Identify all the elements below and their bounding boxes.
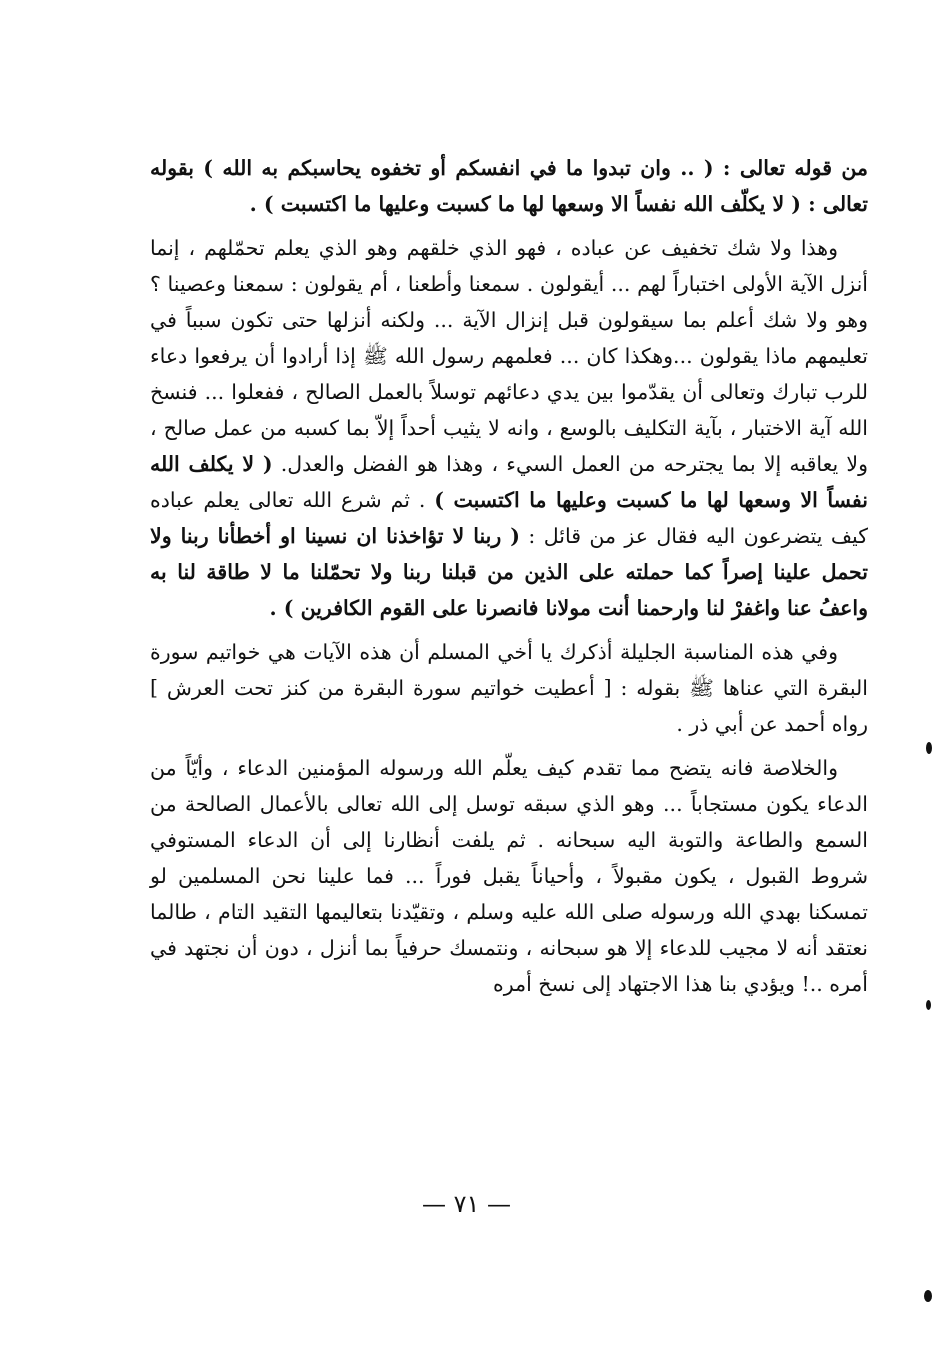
verse-reference: من قوله تعالى : ( .. وان تبدوا ما في انفسكم أو تخفوه يحاسبكم به الله ) بقوله تعالى : bbox=[150, 156, 868, 216]
scan-speck bbox=[926, 742, 932, 754]
page-body bbox=[150, 150, 868, 1010]
scan-speck bbox=[924, 1290, 932, 1302]
quran-verse: ( لا يكلف الله نفساً الا وسعها لها ما كسبت وعليها ما اكتسبت ) bbox=[150, 452, 868, 512]
paragraph-4 bbox=[150, 750, 868, 1002]
page-number: — ٧١ — bbox=[421, 1190, 512, 1218]
quran-verse: ( ربنا لا تؤاخذنا ان نسينا او أخطأنا ربنا ولا تحمل علينا إصراً كما حملته على الذين من قبلنا ربنا ولا تحمّلنا ما لا طاقة لنا به واعفُ عنا واغفرْ لنا وارحمنا أنت مولانا فانصرنا على القوم الكافرين ) . bbox=[150, 524, 868, 620]
paragraph-text: وهذا ولا شك تخفيف عن عباده ، فهو الذي خلقهم وهو الذي يعلم تحمّلهم ، إنما أنزل الآية الأولى اختباراً لهم ... أيقولون . سمعنا وأطعنا ، أم يقولون : سمعنا وعصينا ؟ وهو ولا شك أعلم بما سيقولون قبل إنزال الآية ... ولكنه أنزلها حتى تكون سبباً في تعليمهم ماذا يقولون ...وهكذا كان ... فعلمهم رسول الله ﷺ إذا أرادوا أن يرفعوا دعاء للرب تبارك وتعالى أن يقدّموا بين يدي دعائهم توسلاً بالعمل الصالح ، ففعلوا ... فنسخ الله آية الاختبار ، بآية التكليف بالوسع ، وانه لا يثيب أحداً إلاّ بما كسبه من عمل صالح ، ولا يعاقبه إلا بما يجترحه من العمل السيء ، وهذا هو الفضل والعدل. bbox=[150, 236, 868, 476]
paragraph-3 bbox=[150, 634, 868, 742]
paragraph-text: والخلاصة فانه يتضح مما تقدم كيف يعلّم الله ورسوله المؤمنين الدعاء ، وأيّاً من الدعاء يكون مستجاباً ... وهو الذي سبقه توسل إلى الله تعالى بالأعمال الصالحة من السمع والطاعة والتوبة اليه سبحانه . ثم يلفت أنظارنا إلى أن الدعاء المستوفي شروط القبول ، يكون مقبولاً ، وأحياناً يقبل فوراً ... فما علينا نحن المسلمين لو تمسكنا بهدي الله ورسوله صلى الله عليه وسلم ، وتقيّدنا بتعاليمها التقيد التام ، طالما نعتقد أنه لا مجيب للدعاء إلا هو سبحانه ، ونتمسك حرفياً بما أنزل ، دون أن نجتهد في أمره ..! ويؤدي بنا هذا الاجتهاد إلى نسخ أمره bbox=[150, 756, 868, 996]
paragraph-text: . ثم شرع الله تعالى يعلم عباده كيف يتضرعون اليه فقال عز من قائل : bbox=[150, 488, 868, 548]
paragraph-2 bbox=[150, 230, 868, 626]
paragraph-text: وفي هذه المناسبة الجليلة أذكرك يا أخي المسلم أن هذه الآيات هي خواتيم سورة البقرة التي عناها ﷺ بقوله : [ أعطيت خواتيم سورة البقرة من كنز تحت العرش ] رواه أحمد عن أبي ذر . bbox=[150, 640, 868, 736]
scan-speck bbox=[926, 1000, 931, 1010]
quran-verse: ( لا يكلّف الله نفساً الا وسعها لها ما كسبت وعليها ما اكتسبت ) . bbox=[249, 192, 801, 216]
paragraph-1 bbox=[150, 150, 868, 222]
